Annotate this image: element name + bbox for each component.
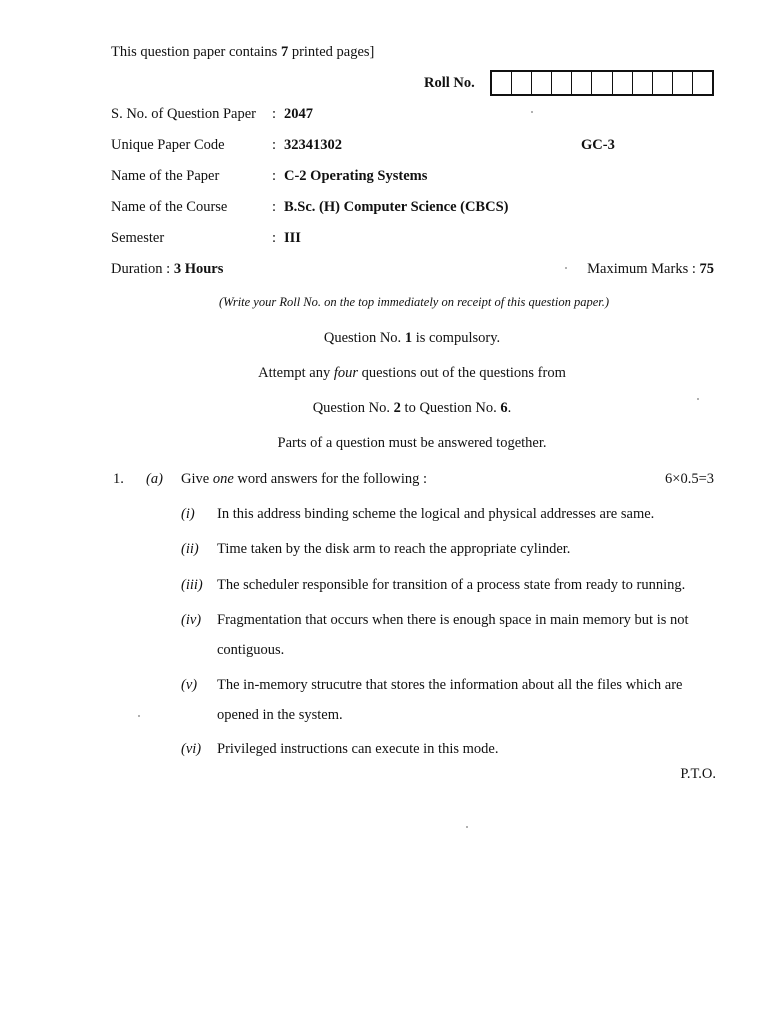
instruction-attempt — [28, 365, 768, 382]
question-part: (a) — [146, 471, 163, 487]
upc-colon: : — [272, 137, 277, 153]
instr3-post: . — [507, 400, 512, 416]
item-text-line: The scheduler responsible for transition of a process state from ready to running. — [217, 577, 686, 593]
max-marks-label: Maximum Marks : — [587, 261, 700, 277]
question-number: 1. — [113, 471, 124, 487]
instr1-pre: Question No. — [323, 330, 405, 346]
sno-value: 2047 — [284, 106, 313, 122]
question-stem — [181, 471, 427, 488]
sno-colon: : — [272, 106, 277, 122]
instr3-b: 6 — [500, 400, 508, 416]
roll-no-cell[interactable] — [613, 72, 633, 94]
roll-no-cell[interactable] — [693, 72, 712, 94]
instr1-post: is compulsory. — [412, 330, 501, 346]
upc-label: Unique Paper Code — [111, 137, 225, 153]
item-text-line: contiguous. — [217, 642, 285, 658]
sno-label: S. No. of Question Paper — [111, 106, 256, 122]
max-marks-value: 75 — [699, 261, 714, 277]
roll-no-label: Roll No. — [424, 75, 475, 91]
duration-line — [111, 261, 223, 278]
instr2-pre: Attempt any — [258, 365, 334, 381]
item-number: (i) — [181, 506, 195, 522]
q-stem-em: one — [212, 471, 234, 487]
instr3-pre: Question No. — [312, 400, 394, 416]
roll-no-cell[interactable] — [572, 72, 592, 94]
item-text-line: Privileged instructions can execute in this mode. — [217, 741, 499, 757]
item-number: (v) — [181, 677, 198, 693]
roll-no-cell[interactable] — [633, 72, 653, 94]
item-number: (iii) — [181, 577, 203, 593]
item-number: (ii) — [181, 541, 199, 557]
pages-count: 7 — [280, 44, 289, 60]
duration-label: Duration : — [111, 261, 174, 277]
gc-code: GC-3 — [581, 137, 615, 153]
item-text-line: In this address binding scheme the logical and physical addresses are same. — [217, 506, 655, 522]
roll-no-cell[interactable] — [532, 72, 552, 94]
course-value: B.Sc. (H) Computer Science (CBCS) — [284, 199, 509, 215]
instr3-a: 2 — [393, 400, 401, 416]
roll-no-cell[interactable] — [552, 72, 572, 94]
q-stem-pre: Give — [181, 471, 213, 487]
semester-value: III — [284, 230, 301, 246]
roll-no-cell[interactable] — [673, 72, 693, 94]
scan-speck — [138, 715, 140, 717]
pages-text-pre: This question paper contains — [111, 44, 281, 60]
paper-colon: : — [272, 168, 277, 184]
instruction-parts: Parts of a question must be answered together. — [277, 435, 547, 451]
scan-speck — [466, 826, 468, 828]
instr1-num: 1 — [404, 330, 413, 346]
max-marks-line — [587, 261, 714, 278]
item-number: (iv) — [181, 612, 202, 628]
scan-speck — [697, 398, 699, 400]
pto: P.T.O. — [680, 766, 716, 782]
scan-speck — [565, 267, 567, 269]
roll-no-cell[interactable] — [653, 72, 673, 94]
q-stem-post: word answers for the following : — [233, 471, 428, 487]
paper-value: C-2 Operating Systems — [284, 168, 428, 184]
item-text-line: Fragmentation that occurs when there is enough space in main memory but is not — [217, 612, 689, 628]
instruction-compulsory — [28, 330, 768, 347]
item-text-line: The in-memory strucutre that stores the information about all the files which are — [217, 677, 683, 693]
roll-note: (Write your Roll No. on the top immediately on receipt of this question paper.) — [218, 295, 610, 309]
instr2-post: questions out of the questions from — [358, 365, 566, 381]
paper-label: Name of the Paper — [111, 168, 220, 184]
item-text-line: opened in the system. — [217, 707, 343, 723]
upc-value: 32341302 — [284, 137, 342, 153]
instr2-em: four — [333, 365, 359, 381]
instruction-range — [28, 400, 768, 417]
course-label: Name of the Course — [111, 199, 228, 215]
pages-count-line — [111, 44, 374, 61]
item-text-line: Time taken by the disk arm to reach the appropriate cylinder. — [217, 541, 571, 557]
question-marks: 6×0.5=3 — [665, 471, 714, 487]
semester-label: Semester — [111, 230, 165, 246]
roll-no-boxes[interactable] — [490, 70, 714, 96]
course-colon: : — [272, 199, 277, 215]
instr3-mid: to Question No. — [400, 400, 501, 416]
semester-colon: : — [272, 230, 277, 246]
pages-text-post: printed pages] — [288, 44, 375, 60]
duration-value: 3 Hours — [173, 261, 224, 277]
roll-no-cell[interactable] — [492, 72, 512, 94]
roll-no-cell[interactable] — [512, 72, 532, 94]
roll-no-cell[interactable] — [592, 72, 612, 94]
scan-speck — [531, 111, 533, 113]
item-number: (vi) — [181, 741, 202, 757]
